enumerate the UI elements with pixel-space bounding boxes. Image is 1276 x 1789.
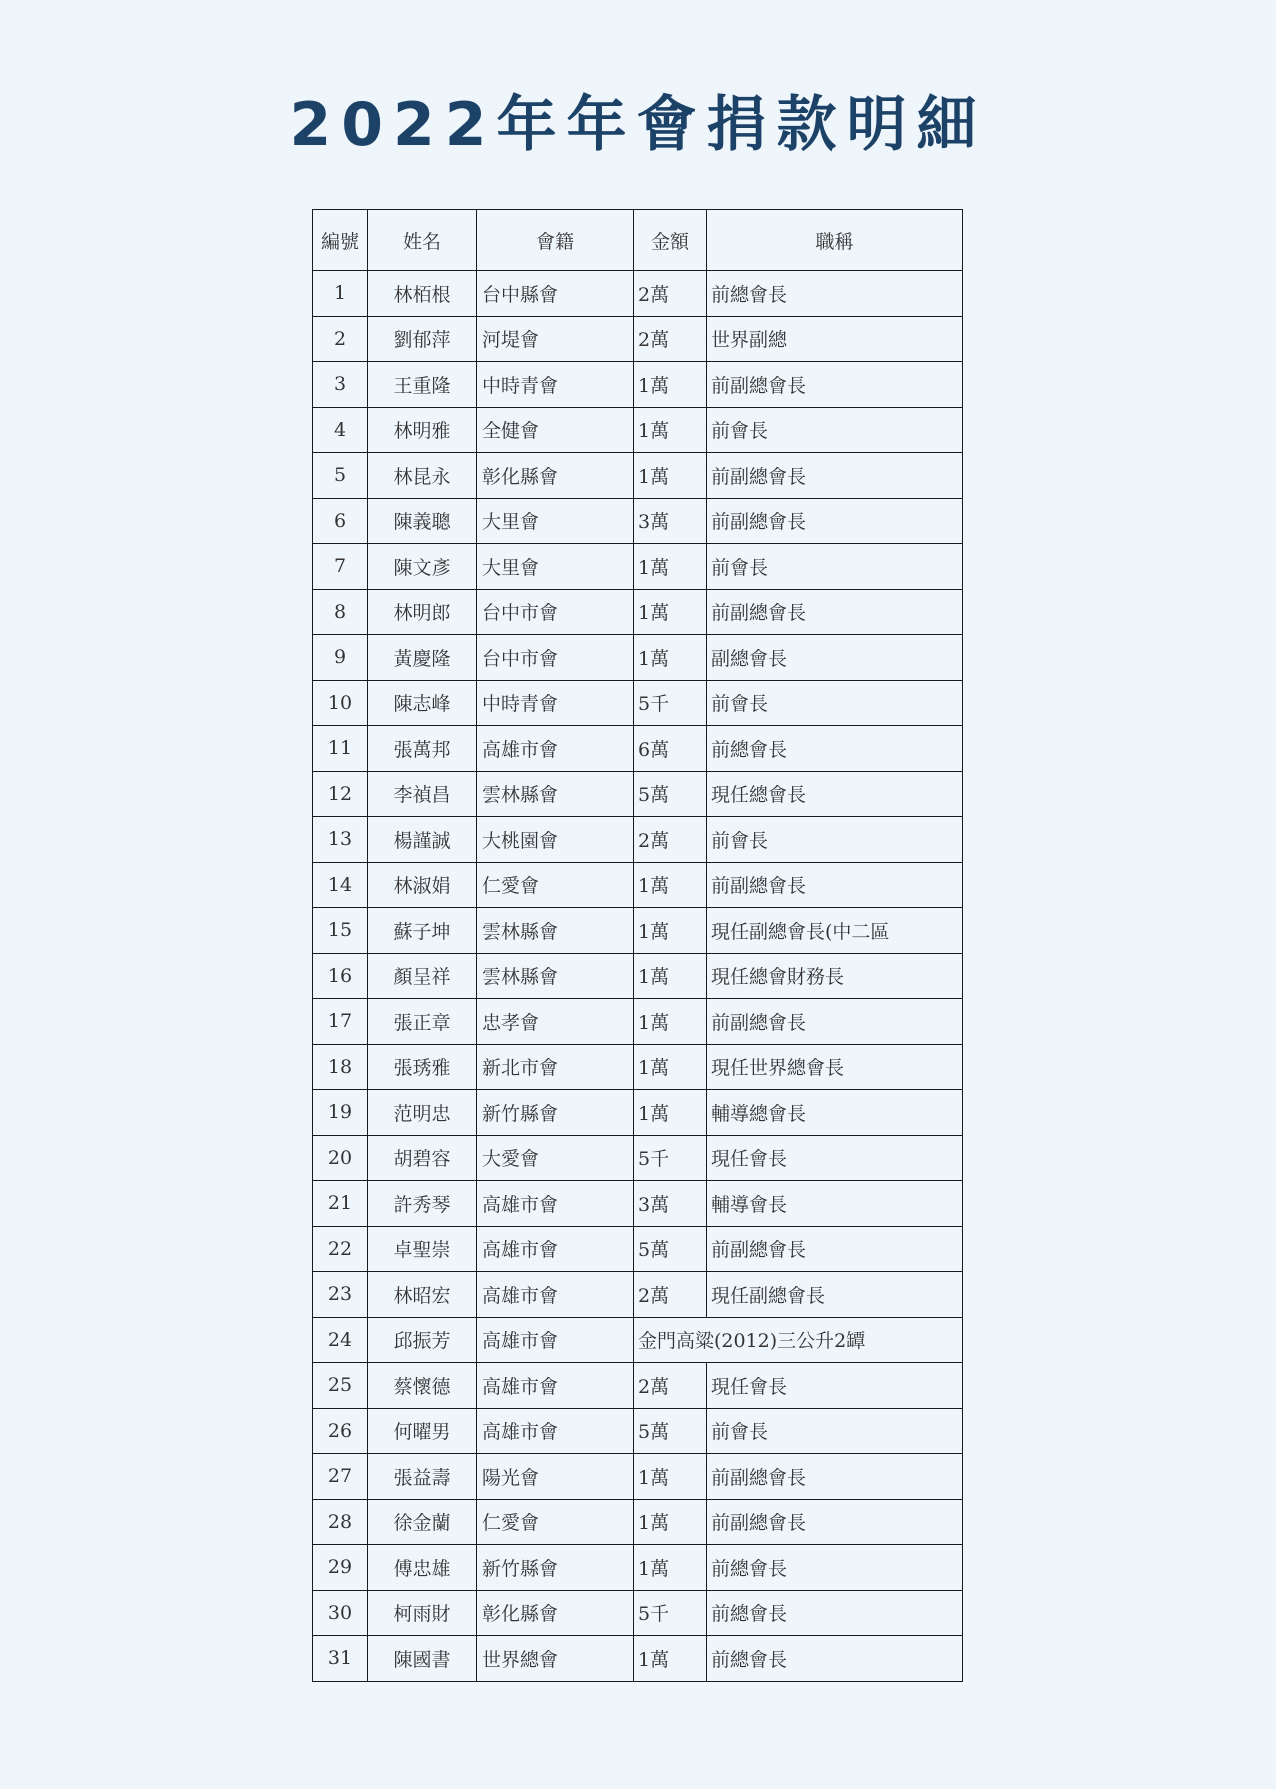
cell-amount: 1萬 xyxy=(634,544,707,590)
cell-number: 24 xyxy=(313,1317,368,1363)
header-club: 會籍 xyxy=(477,210,634,271)
cell-name: 柯雨財 xyxy=(368,1590,477,1636)
cell-title: 前會長 xyxy=(707,1408,963,1454)
table-row xyxy=(313,726,963,772)
cell-amount: 1萬 xyxy=(634,999,707,1045)
cell-name: 陳國書 xyxy=(368,1636,477,1682)
table-row xyxy=(313,1181,963,1227)
cell-amount: 1萬 xyxy=(634,453,707,499)
cell-amount: 1萬 xyxy=(634,908,707,954)
cell-club: 高雄市會 xyxy=(477,726,634,772)
cell-name: 胡碧容 xyxy=(368,1135,477,1181)
cell-number: 22 xyxy=(313,1226,368,1272)
cell-name: 卓聖崇 xyxy=(368,1226,477,1272)
cell-number: 8 xyxy=(313,589,368,635)
cell-name: 張萬邦 xyxy=(368,726,477,772)
cell-name: 林淑娟 xyxy=(368,862,477,908)
cell-title: 前總會長 xyxy=(707,271,963,317)
cell-name: 王重隆 xyxy=(368,362,477,408)
cell-number: 2 xyxy=(313,316,368,362)
cell-number: 12 xyxy=(313,771,368,817)
cell-amount: 1萬 xyxy=(634,589,707,635)
cell-club: 台中市會 xyxy=(477,589,634,635)
cell-amount: 3萬 xyxy=(634,1181,707,1227)
cell-number: 17 xyxy=(313,999,368,1045)
cell-donation-item: 金門高粱(2012)三公升2罈 xyxy=(634,1317,963,1363)
cell-club: 忠孝會 xyxy=(477,999,634,1045)
cell-amount: 6萬 xyxy=(634,726,707,772)
cell-amount: 1萬 xyxy=(634,1545,707,1591)
cell-amount: 1萬 xyxy=(634,1636,707,1682)
cell-name: 許秀琴 xyxy=(368,1181,477,1227)
cell-number: 1 xyxy=(313,271,368,317)
cell-number: 20 xyxy=(313,1135,368,1181)
cell-title: 前副總會長 xyxy=(707,1454,963,1500)
cell-title: 前總會長 xyxy=(707,1636,963,1682)
cell-title: 現任會長 xyxy=(707,1135,963,1181)
cell-number: 10 xyxy=(313,680,368,726)
cell-number: 14 xyxy=(313,862,368,908)
cell-name: 陳義聰 xyxy=(368,498,477,544)
cell-name: 李禎昌 xyxy=(368,771,477,817)
cell-name: 蔡懷德 xyxy=(368,1363,477,1409)
cell-title: 前副總會長 xyxy=(707,453,963,499)
cell-club: 大里會 xyxy=(477,498,634,544)
header-number: 編號 xyxy=(313,210,368,271)
cell-name: 徐金蘭 xyxy=(368,1499,477,1545)
cell-name: 陳志峰 xyxy=(368,680,477,726)
table-row xyxy=(313,680,963,726)
cell-amount: 1萬 xyxy=(634,1044,707,1090)
cell-number: 16 xyxy=(313,953,368,999)
cell-name: 張琇雅 xyxy=(368,1044,477,1090)
cell-name: 林明郎 xyxy=(368,589,477,635)
cell-number: 26 xyxy=(313,1408,368,1454)
cell-title: 前副總會長 xyxy=(707,1499,963,1545)
cell-club: 世界總會 xyxy=(477,1636,634,1682)
cell-club: 中時青會 xyxy=(477,362,634,408)
cell-title: 前副總會長 xyxy=(707,498,963,544)
table-row xyxy=(313,1135,963,1181)
cell-amount: 1萬 xyxy=(634,1499,707,1545)
cell-club: 仁愛會 xyxy=(477,1499,634,1545)
cell-club: 高雄市會 xyxy=(477,1272,634,1318)
table-header-row xyxy=(313,210,963,271)
cell-club: 全健會 xyxy=(477,407,634,453)
cell-title: 現任副總會長 xyxy=(707,1272,963,1318)
table-row xyxy=(313,271,963,317)
cell-number: 5 xyxy=(313,453,368,499)
table-row xyxy=(313,817,963,863)
cell-club: 高雄市會 xyxy=(477,1181,634,1227)
cell-amount: 5千 xyxy=(634,1590,707,1636)
cell-name: 張益壽 xyxy=(368,1454,477,1500)
cell-title: 前副總會長 xyxy=(707,862,963,908)
cell-title: 前副總會長 xyxy=(707,1226,963,1272)
cell-name: 楊謹誠 xyxy=(368,817,477,863)
cell-club: 高雄市會 xyxy=(477,1226,634,1272)
cell-title: 輔導會長 xyxy=(707,1181,963,1227)
table-row xyxy=(313,1317,963,1363)
cell-number: 3 xyxy=(313,362,368,408)
cell-amount: 1萬 xyxy=(634,407,707,453)
table-row xyxy=(313,407,963,453)
cell-title: 前總會長 xyxy=(707,1590,963,1636)
cell-title: 世界副總 xyxy=(707,316,963,362)
cell-amount: 5萬 xyxy=(634,1226,707,1272)
table-row xyxy=(313,1454,963,1500)
table-row xyxy=(313,862,963,908)
cell-title: 前總會長 xyxy=(707,726,963,772)
cell-club: 高雄市會 xyxy=(477,1363,634,1409)
table-row xyxy=(313,362,963,408)
cell-number: 4 xyxy=(313,407,368,453)
cell-title: 現任總會財務長 xyxy=(707,953,963,999)
cell-amount: 1萬 xyxy=(634,862,707,908)
table-row xyxy=(313,1090,963,1136)
table-body xyxy=(313,271,963,1682)
cell-number: 9 xyxy=(313,635,368,681)
cell-number: 11 xyxy=(313,726,368,772)
cell-amount: 3萬 xyxy=(634,498,707,544)
table-row xyxy=(313,316,963,362)
cell-amount: 5千 xyxy=(634,680,707,726)
cell-name: 黃慶隆 xyxy=(368,635,477,681)
cell-club: 新北市會 xyxy=(477,1044,634,1090)
cell-number: 13 xyxy=(313,817,368,863)
cell-name: 蘇子坤 xyxy=(368,908,477,954)
cell-title: 副總會長 xyxy=(707,635,963,681)
cell-name: 林明雅 xyxy=(368,407,477,453)
header-amount: 金額 xyxy=(634,210,707,271)
cell-number: 29 xyxy=(313,1545,368,1591)
cell-number: 15 xyxy=(313,908,368,954)
cell-club: 大桃園會 xyxy=(477,817,634,863)
cell-title: 前會長 xyxy=(707,544,963,590)
cell-name: 張正章 xyxy=(368,999,477,1045)
table-row xyxy=(313,908,963,954)
table-row xyxy=(313,498,963,544)
table-row xyxy=(313,1590,963,1636)
cell-amount: 2萬 xyxy=(634,316,707,362)
header-name: 姓名 xyxy=(368,210,477,271)
cell-title: 前副總會長 xyxy=(707,362,963,408)
cell-club: 高雄市會 xyxy=(477,1408,634,1454)
cell-name: 林栢根 xyxy=(368,271,477,317)
cell-name: 傅忠雄 xyxy=(368,1545,477,1591)
donation-table-container xyxy=(312,209,963,1682)
cell-number: 7 xyxy=(313,544,368,590)
cell-club: 大里會 xyxy=(477,544,634,590)
cell-amount: 5萬 xyxy=(634,1408,707,1454)
cell-club: 高雄市會 xyxy=(477,1317,634,1363)
cell-title: 現任總會長 xyxy=(707,771,963,817)
cell-amount: 5萬 xyxy=(634,771,707,817)
table-row xyxy=(313,953,963,999)
cell-club: 新竹縣會 xyxy=(477,1090,634,1136)
cell-amount: 2萬 xyxy=(634,817,707,863)
cell-club: 陽光會 xyxy=(477,1454,634,1500)
cell-club: 大愛會 xyxy=(477,1135,634,1181)
cell-amount: 1萬 xyxy=(634,635,707,681)
cell-amount: 2萬 xyxy=(634,271,707,317)
cell-club: 台中市會 xyxy=(477,635,634,681)
table-row xyxy=(313,771,963,817)
cell-name: 林昆永 xyxy=(368,453,477,499)
cell-title: 現任世界總會長 xyxy=(707,1044,963,1090)
cell-name: 范明忠 xyxy=(368,1090,477,1136)
cell-name: 陳文彥 xyxy=(368,544,477,590)
cell-title: 前會長 xyxy=(707,407,963,453)
cell-club: 雲林縣會 xyxy=(477,771,634,817)
cell-name: 林昭宏 xyxy=(368,1272,477,1318)
table-row xyxy=(313,1272,963,1318)
cell-amount: 2萬 xyxy=(634,1363,707,1409)
cell-name: 何曜男 xyxy=(368,1408,477,1454)
cell-amount: 1萬 xyxy=(634,1454,707,1500)
table-row xyxy=(313,453,963,499)
cell-club: 雲林縣會 xyxy=(477,908,634,954)
cell-amount: 2萬 xyxy=(634,1272,707,1318)
cell-number: 31 xyxy=(313,1636,368,1682)
cell-title: 輔導總會長 xyxy=(707,1090,963,1136)
cell-number: 23 xyxy=(313,1272,368,1318)
table-row xyxy=(313,544,963,590)
page-title: 2022年年會捐款明細 xyxy=(289,90,987,160)
cell-club: 河堤會 xyxy=(477,316,634,362)
cell-club: 彰化縣會 xyxy=(477,453,634,499)
table-row xyxy=(313,999,963,1045)
cell-amount: 5千 xyxy=(634,1135,707,1181)
table-row xyxy=(313,1363,963,1409)
cell-number: 21 xyxy=(313,1181,368,1227)
cell-club: 台中縣會 xyxy=(477,271,634,317)
cell-club: 雲林縣會 xyxy=(477,953,634,999)
cell-club: 新竹縣會 xyxy=(477,1545,634,1591)
cell-club: 彰化縣會 xyxy=(477,1590,634,1636)
cell-number: 19 xyxy=(313,1090,368,1136)
cell-title: 前副總會長 xyxy=(707,589,963,635)
cell-title: 前副總會長 xyxy=(707,999,963,1045)
table-row xyxy=(313,1636,963,1682)
cell-title: 前總會長 xyxy=(707,1545,963,1591)
cell-title: 現任副總會長(中二區 xyxy=(707,908,963,954)
cell-name: 邱振芳 xyxy=(368,1317,477,1363)
table-row xyxy=(313,1499,963,1545)
cell-number: 18 xyxy=(313,1044,368,1090)
table-row xyxy=(313,635,963,681)
cell-title: 前會長 xyxy=(707,817,963,863)
table-row xyxy=(313,1545,963,1591)
table-row xyxy=(313,1226,963,1272)
cell-number: 6 xyxy=(313,498,368,544)
cell-number: 25 xyxy=(313,1363,368,1409)
cell-club: 中時青會 xyxy=(477,680,634,726)
cell-title: 現任會長 xyxy=(707,1363,963,1409)
cell-name: 顏呈祥 xyxy=(368,953,477,999)
table-row xyxy=(313,1044,963,1090)
cell-club: 仁愛會 xyxy=(477,862,634,908)
table-row xyxy=(313,1408,963,1454)
cell-amount: 1萬 xyxy=(634,1090,707,1136)
cell-amount: 1萬 xyxy=(634,953,707,999)
cell-number: 28 xyxy=(313,1499,368,1545)
table-row xyxy=(313,589,963,635)
cell-amount: 1萬 xyxy=(634,362,707,408)
cell-title: 前會長 xyxy=(707,680,963,726)
donation-table xyxy=(312,209,963,1682)
cell-number: 30 xyxy=(313,1590,368,1636)
header-title: 職稱 xyxy=(707,210,963,271)
cell-number: 27 xyxy=(313,1454,368,1500)
cell-name: 劉郁萍 xyxy=(368,316,477,362)
